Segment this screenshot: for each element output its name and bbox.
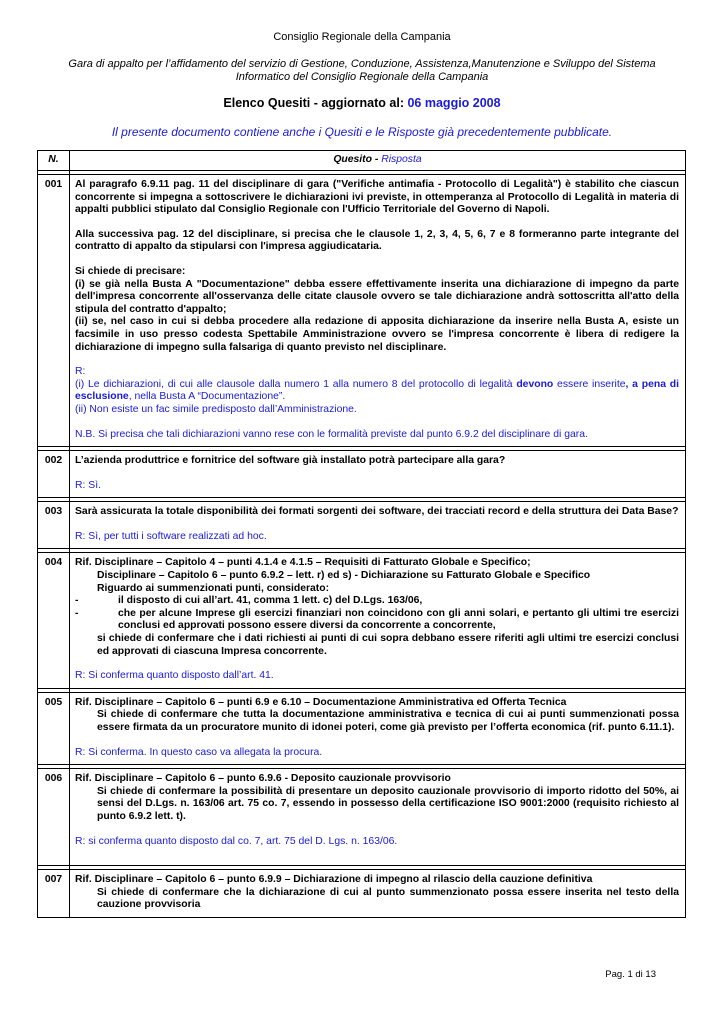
question-text: Disciplinare – Capitolo 6 – punto 6.9.2 – lett. r) ed s) - Dichiarazione su Fatturato Globale e Specifico xyxy=(97,570,591,582)
answer-part: (i) Le dichiarazioni, di cui alle clausole dalla numero 1 alla numero 8 del protocollo di legalità xyxy=(75,378,517,390)
question-text: Rif. Disciplinare – Capitolo 6 – punti 6.9 e 6.10 – Documentazione Amministrativa ed Offerta Tecnica xyxy=(75,696,567,708)
question-text: Si chiede di confermare la possibilità di presentare un deposito cauzionale provvisorio di importo ridotto del 50%, ai sensi del D.Lgs. n. 163/06 art. 75 co. 7, essendo in possesso della certificazione ISO 9001:2000 (requisito richiesto al punto 6.9.2 lett. t). xyxy=(97,785,679,822)
answer-text: (ii) Non esiste un fac simile predisposto dall’Amministrazione. xyxy=(75,403,357,415)
answer-text: N.B. Si precisa che tali dichiarazioni vanno rese con le formalità previste dal punto 6.9.2 del disciplinare di gara. xyxy=(75,428,588,440)
notice: Il presente documento contiene anche i Quesiti e le Risposte già precedentemente pubblicate. xyxy=(111,125,613,139)
row-content xyxy=(70,692,686,764)
answer-text: R: Sì, per tutti i software realizzati ad hoc. xyxy=(75,530,267,542)
row-content xyxy=(70,502,686,549)
answer-text xyxy=(75,379,679,404)
row-number: 002 xyxy=(38,451,70,498)
answer-text: R: Sì. xyxy=(75,479,101,491)
question-text: Si chiede di precisare: xyxy=(75,265,186,277)
list-title-label: Elenco Quesiti - aggiornato al: xyxy=(223,96,404,110)
row-number: 006 xyxy=(38,769,70,866)
question-text: Si chiede di confermare che tutta la documentazione amministrativa e tecnica di cui ai punti summenzionati possa essere firmata da un procuratore munito di idonei poteri, come già previsto per l’offerta economica (rif. punto 6.11.1). xyxy=(97,709,679,733)
col-quesito-header xyxy=(70,151,686,171)
answer-text: R: Si conferma. In questo caso va allegata la procura. xyxy=(75,746,323,758)
dash-bullet: - xyxy=(75,595,79,607)
answer-part: essere inserite xyxy=(553,378,626,390)
question-text: Rif. Disciplinare – Capitolo 6 – punto 6.9.6 - Deposito cauzionale provvisorio xyxy=(75,773,451,785)
table-row xyxy=(38,451,686,498)
question-text: Riguardo ai summenzionati punti, considerato: xyxy=(97,582,330,594)
qa-table xyxy=(37,150,686,918)
answer-text: R: Si conferma quanto disposto dall’art. 41. xyxy=(75,670,274,682)
row-content xyxy=(70,553,686,688)
table-row xyxy=(38,553,686,688)
answer-part: , nella Busta A “Documentazione”. xyxy=(128,391,286,403)
col-risposta-label: Risposta xyxy=(381,154,422,166)
list-item xyxy=(75,608,679,633)
tender-subject: Gara di appalto per l’affidamento del servizio di Gestione, Conduzione, Assistenza,Manutenzione e Sviluppo del Sistema Informatico del Consiglio Regionale della Campania xyxy=(68,58,656,83)
question-text: Rif. Disciplinare – Capitolo 6 – punto 6.9.9 – Dichiarazione di impegno al rilascio della cauzione definitiva xyxy=(75,874,593,886)
list-item xyxy=(75,595,679,608)
col-num-header: N. xyxy=(38,151,70,171)
question-text: (i) se già nella Busta A "Documentazione" debba essere effettivamente inserita una dichiarazione di impegno da parte dell'impresa concorrente all'osservanza delle citate clausole ovvero se tale dichiarazione andrà sottoscritta all'atto della stipula del contratto d'appalto; xyxy=(75,278,679,315)
question-text: si chiede di confermare che i dati richiesti ai punti di cui sopra debbano essere riferiti agli ultimi tre esercizi conclusi ed approvati di ciascuna Impresa concorrente. xyxy=(97,633,679,657)
row-number: 004 xyxy=(38,553,70,688)
table-row xyxy=(38,175,686,447)
table-row xyxy=(38,870,686,918)
dash-bullet: - xyxy=(75,607,79,619)
row-number: 007 xyxy=(38,870,70,918)
row-content xyxy=(70,870,686,918)
answer-text: R: si conferma quanto disposto dal co. 7, art. 75 del D. Lgs. n. 163/06. xyxy=(75,835,398,847)
question-text: Si chiede di confermare che la dichiarazione di cui al punto summenzionato possa essere inserita nel testo della cauzione provvisoria xyxy=(97,886,679,911)
question-text: Alla successiva pag. 12 del disciplinare, si precisa che le clausole 1, 2, 3, 4, 5, 6, 7 e 8 formeranno parte integrante del contratto di appalto da stipularsi con l'impresa aggiudicataria. xyxy=(75,228,679,253)
table-header-row xyxy=(38,151,686,171)
question-text: (ii) se, nel caso in cui si debba procedere alla redazione di apposita dichiarazione da inserire nella Busta A, esiste un facsimile in uso presso codesta Spettabile Amministrazione ovvero se l'impresa concorrente è libera di redigere la dichiarazione di impegno sulla falsariga di quanto previsto nel disciplinare. xyxy=(75,316,679,353)
row-content xyxy=(70,175,686,447)
org-name: Consiglio Regionale della Campania xyxy=(273,31,451,43)
table-row xyxy=(38,769,686,866)
table-row xyxy=(38,692,686,764)
list-date: 06 maggio 2008 xyxy=(407,96,501,110)
answer-emphasis: devono xyxy=(516,378,554,390)
question-text: Al paragrafo 6.9.11 pag. 11 del disciplinare di gara ("Verifiche antimafia - Protocollo di Legalità") è stabilito che ciascun concorrente si impegna a sottoscrivere le dichiarazioni ivi previste, in ottemperanza al Protocollo di Legalità in materia di appalti pubblici stipulato dal Consiglio Regionale con l'Ufficio Territoriale del Governo di Napoli. xyxy=(75,179,679,216)
list-item-text: il disposto di cui all’art. 41, comma 1 lett. c) del D.Lgs. 163/06, xyxy=(118,595,423,607)
answer-emphasis: , a pena di esclusione xyxy=(75,378,679,403)
col-quesito-label: Quesito - xyxy=(333,154,379,166)
page-number: Pag. 1 di 13 xyxy=(605,969,656,980)
row-number: 001 xyxy=(38,175,70,447)
row-content xyxy=(70,451,686,498)
row-number: 005 xyxy=(38,692,70,764)
row-content xyxy=(70,769,686,866)
list-item-text: che per alcune Imprese gli esercizi finanziari non coincidono con gli anni solari, e pertanto gli ultimi tre esercizi conclusi ed approvati possono essere diversi da concorrente a concorrente, xyxy=(118,607,679,632)
table-row xyxy=(38,502,686,549)
question-text: L’azienda produttrice e fornitrice del software già installato potrà partecipare alla gara? xyxy=(75,455,506,467)
question-text: Rif. Disciplinare – Capitolo 4 – punti 4.1.4 e 4.1.5 – Requisiti di Fatturato Globale e Specifico; xyxy=(75,557,531,569)
list-title xyxy=(0,96,724,110)
row-number: 003 xyxy=(38,502,70,549)
answer-text: R: xyxy=(75,366,86,378)
question-text: Sarà assicurata la totale disponibilità dei formati sorgenti dei software, dei tracciati record e della struttura dei Data Base? xyxy=(75,506,679,518)
